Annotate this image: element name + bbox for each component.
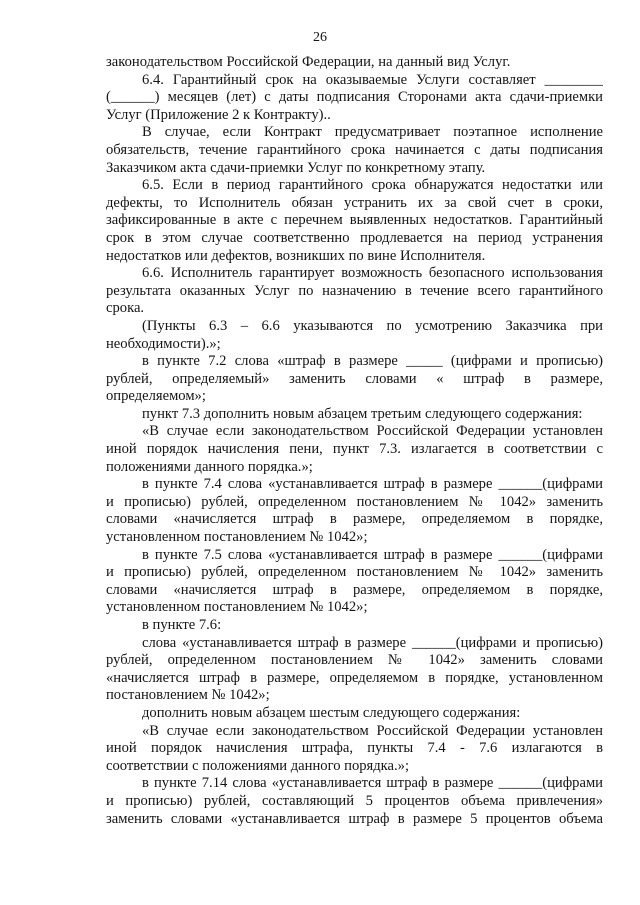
text-line: Заказчиком акта сдачи-приемки Услуг по конкретному этапу. (106, 159, 486, 176)
text-line: в пункте 7.14 слова «устанавливается штраф в размере ______(цифрами (142, 775, 603, 792)
text-line: (______) месяцев (лет) с даты подписания Сторонами акта сдачи-приемки (106, 89, 603, 106)
text-line: положениями данного порядка.»; (106, 458, 313, 475)
text-line: в пункте 7.4 слова «устанавливается штраф в размере ______(цифрами (142, 476, 603, 493)
text-line: «В случае если законодательством Российской Федерации установлен (142, 423, 603, 440)
text-line: (Пункты 6.3 – 6.6 указываются по усмотрению Заказчика при (142, 317, 603, 334)
text-line: В случае, если Контракт предусматривает поэтапное исполнение (142, 124, 603, 141)
text-line: пункт 7.3 дополнить новым абзацем третьим следующего содержания: (142, 405, 583, 422)
text-line: законодательством Российской Федерации, на данный вид Услуг. (106, 54, 511, 70)
text-line: 6.5. Если в период гарантийного срока обнаружатся недостатки или (142, 177, 603, 194)
text-line: установленном постановлением № 1042»; (106, 599, 368, 616)
text-line: и прописью) рублей, составляющий 5 процентов объема привлечения» (106, 792, 603, 809)
text-line: в пункте 7.5 слова «устанавливается штраф в размере ______(цифрами (142, 546, 603, 563)
text-line: «начисляется штраф в размере, определяемом в порядке, установленном (106, 669, 603, 686)
text-line: недостатков или дефектов, возникших по вине Исполнителя. (106, 247, 486, 264)
text-line: результата оказанных Услуг по назначению в течение всего гарантийного (106, 282, 603, 299)
text-line: словами «начисляется штраф в размере, определяемом в порядке, (106, 581, 603, 598)
text-line: 6.4. Гарантийный срок на оказываемые Услуги составляет ________ (142, 71, 603, 88)
document-body (106, 54, 603, 828)
text-line: срока. (106, 300, 145, 317)
text-line: дефекты, то Исполнитель обязан устранить их за свой счет в сроки, (106, 194, 603, 211)
text-line: зафиксированные в акте с перечнем выявленных недостатков. Гарантийный (106, 212, 603, 229)
text-line: слова «устанавливается штраф в размере ______(цифрами и прописью) (142, 634, 603, 651)
text-line: 6.6. Исполнитель гарантирует возможность безопасного использования (142, 265, 603, 282)
text-line: иной порядок начисления пени, пункт 7.3. излагается в соответствии с (106, 441, 603, 458)
text-line: Услуг (Приложение 2 к Контракту).. (106, 106, 331, 123)
text-line: в пункте 7.2 слова «штраф в размере _____ (цифрами и прописью) (142, 353, 603, 370)
text-line: и прописью) рублей, определенном постановлением № 1042» заменить (106, 493, 603, 510)
text-line: необходимости).»; (106, 335, 221, 352)
text-line: и прописью) рублей, определенном постановлением № 1042» заменить (106, 564, 603, 581)
text-line: рублей, определенном постановлением № 1042» заменить словами (106, 652, 603, 669)
text-line: иной порядок начисления штрафа, пункты 7.4 - 7.6 излагаются в (106, 740, 603, 757)
text-line: рублей, определяемый» заменить словами « штраф в размере, (106, 370, 603, 387)
text-line: дополнить новым абзацем шестым следующего содержания: (142, 704, 521, 721)
text-line: установленном постановлением № 1042»; (106, 529, 368, 546)
page-number: 26 (313, 30, 327, 45)
text-line: обязательств, течение гарантийного срока начинается с даты подписания (106, 141, 603, 158)
text-line: соответствии с положениями данного порядка.»; (106, 757, 410, 774)
text-line: словами «начисляется штраф в размере, определяемом в порядке, (106, 511, 603, 528)
text-line: постановлением № 1042»; (106, 687, 270, 704)
text-line: срок в этом случае соответственно продлевается на период устранения (106, 229, 603, 246)
text-line: в пункте 7.6: (142, 617, 222, 633)
text-line: заменить словами «устанавливается штраф в размере 5 процентов объема (106, 810, 603, 827)
text-line: «В случае если законодательством Российской Федерации установлен (142, 722, 603, 739)
text-line: определяемом»; (106, 388, 206, 405)
